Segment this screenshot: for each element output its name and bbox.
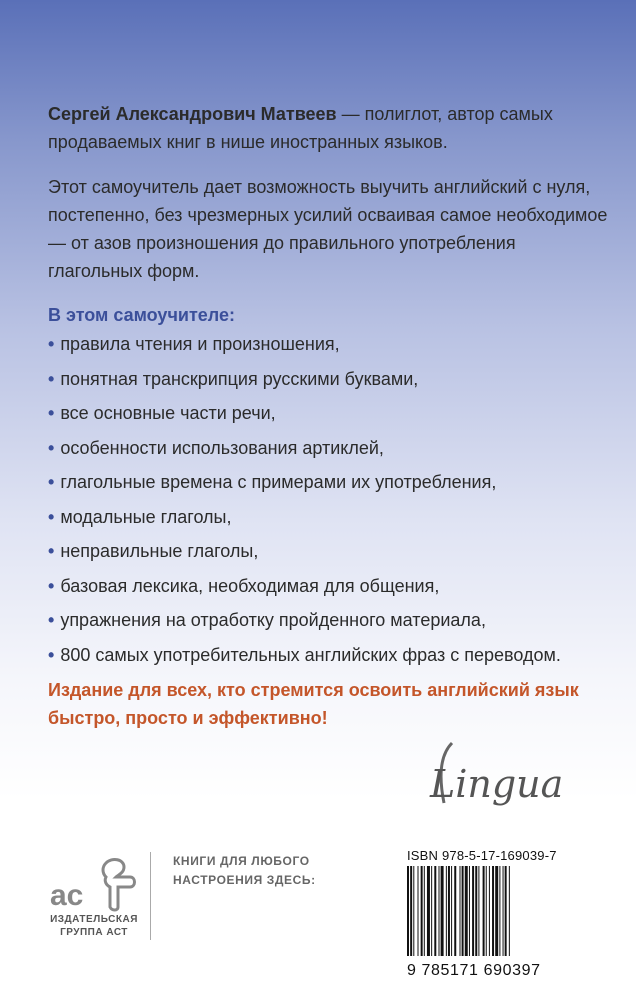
barcode-bar [431, 866, 432, 956]
barcode-bar [424, 866, 425, 956]
barcode-bar [472, 866, 474, 956]
author-paragraph [48, 100, 608, 156]
bullet-icon: • [48, 472, 55, 492]
barcode-icon [405, 866, 560, 956]
feature-text: особенности использования артиклей, [60, 437, 384, 458]
isbn-label: ISBN 978-5-17-169039-7 [407, 848, 557, 863]
feature-item [48, 534, 628, 569]
barcode-bar [441, 866, 444, 956]
feature-item [48, 638, 628, 673]
barcode-bar [451, 866, 452, 956]
bullet-icon: • [48, 403, 55, 423]
publisher-line-2: ГРУППА АСТ [60, 927, 128, 938]
publisher-slogan [173, 852, 316, 890]
publisher-divider [150, 852, 151, 940]
barcode-bar [469, 866, 470, 956]
bullet-icon: • [48, 541, 55, 561]
bullet-icon: • [48, 506, 55, 527]
feature-text: неправильные глаголы, [60, 541, 259, 561]
barcode-bar [460, 866, 461, 956]
barcode-bar [448, 866, 450, 956]
publisher-name [44, 913, 144, 939]
bullet-icon: • [48, 437, 55, 458]
barcode-bar [505, 866, 507, 956]
ast-person-shape-icon [103, 860, 135, 910]
barcode-bar [434, 866, 436, 956]
barcode-bar [503, 866, 504, 956]
feature-item [48, 603, 628, 638]
slogan-line-2: НАСТРОЕНИЯ ЗДЕСЬ: [173, 873, 316, 887]
feature-text: 800 самых употребительных английских фраз с переводом. [60, 644, 561, 665]
barcode-bar [418, 866, 419, 956]
ast-logo-text: ac [50, 879, 84, 912]
barcode-bar [454, 866, 456, 956]
barcode-digits: 9 785171 690397 [407, 962, 541, 979]
barcode-bar [439, 866, 440, 956]
features-list [48, 327, 628, 672]
barcode-bar [421, 866, 423, 956]
feature-item [48, 396, 628, 431]
author-description: — полиглот, автор самых продаваемых книг в нише иностранных языков. [48, 104, 553, 152]
barcode-bar [413, 866, 414, 956]
feature-item [48, 500, 628, 535]
barcode-bar [495, 866, 498, 956]
barcode-bar [478, 866, 479, 956]
barcode-bar [427, 866, 430, 956]
barcode-bar [509, 866, 510, 956]
barcode-bar [407, 866, 409, 956]
barcode-bar [486, 866, 487, 956]
barcode-bar [492, 866, 494, 956]
feature-text: модальные глаголы, [60, 506, 232, 527]
feature-item [48, 362, 628, 397]
feature-item [48, 569, 628, 604]
intro-paragraph: Этот самоучитель дает возможность выучить английский с нуля, постепенно, без чрезмерных усилий осваивая самое необходимое — от азов произношения до правильного употребления глагольных форм. [48, 177, 608, 281]
author-name: Сергей Александрович Матвеев [48, 104, 337, 124]
barcode-bar [483, 866, 485, 956]
feature-text: упражнения на отработку пройденного материала, [60, 610, 486, 630]
barcode-bar [462, 866, 464, 956]
feature-text: все основные части речи, [60, 403, 276, 423]
promo-text: Издание для всех, кто стремится освоить английский язык быстро, просто и эффективно! [48, 680, 579, 728]
bullet-icon: • [48, 334, 55, 354]
lingua-logo-text: Lingua [430, 762, 564, 806]
feature-item [48, 327, 628, 362]
bullet-icon: • [48, 575, 55, 596]
slogan-line-1: КНИГИ ДЛЯ ЛЮБОГО [173, 854, 310, 868]
feature-text: базовая лексика, необходимая для общения, [60, 575, 440, 596]
features-title: В этом самоучителе: [48, 305, 235, 325]
feature-text: правила чтения и произношения, [60, 334, 340, 354]
barcode-bar [499, 866, 500, 956]
feature-text: понятная транскрипция русскими буквами, [60, 368, 419, 389]
bullet-icon: • [48, 368, 55, 389]
publisher-line-1: ИЗДАТЕЛЬСКАЯ [50, 914, 138, 925]
feature-text: глагольные времена с примерами их употребления, [60, 472, 497, 492]
lingua-series-logo [418, 735, 578, 825]
barcode-bar [489, 866, 490, 956]
barcode-bar [446, 866, 447, 956]
bullet-icon: • [48, 644, 55, 665]
barcode-bar [475, 866, 477, 956]
barcode-bar [410, 866, 412, 956]
feature-item [48, 465, 628, 500]
bullet-icon: • [48, 610, 55, 630]
barcode-bar [465, 866, 468, 956]
feature-item [48, 431, 628, 466]
